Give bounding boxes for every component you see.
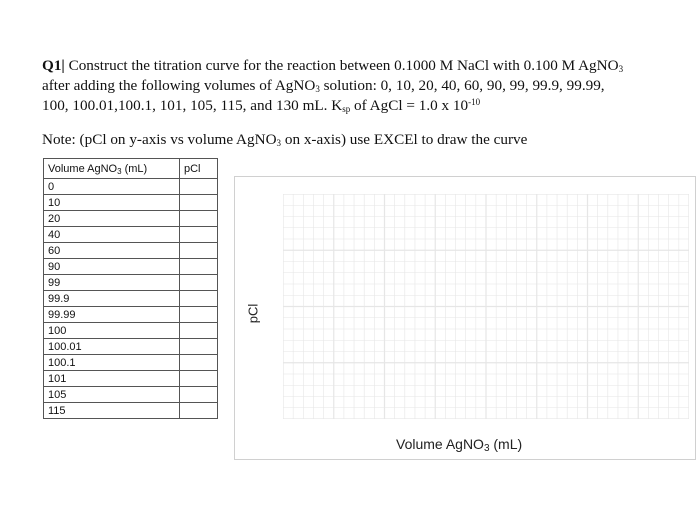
pcl-cell[interactable] <box>180 291 218 307</box>
volume-cell: 10 <box>44 195 180 211</box>
volume-cell: 90 <box>44 259 180 275</box>
volume-cell: 100.01 <box>44 339 180 355</box>
volume-cell: 99 <box>44 275 180 291</box>
pcl-cell[interactable] <box>180 387 218 403</box>
table-row <box>44 323 218 339</box>
question-line-2b: solution: 0, 10, 20, 40, 60, 90, 99, 99.9, 99.99, <box>319 77 605 94</box>
table-header-row <box>44 159 218 179</box>
question-line-1: Construct the titration curve for the reaction between 0.1000 M NaCl with 0.100 M AgNO <box>68 57 619 74</box>
table-row <box>44 259 218 275</box>
note-text: Note: (pCl on y-axis vs volume AgNO$_3$ on x-axis) use EXCEl to draw the curve <box>42 131 528 148</box>
pcl-cell[interactable] <box>180 243 218 259</box>
pcl-cell[interactable] <box>180 259 218 275</box>
volume-cell: 100.1 <box>44 355 180 371</box>
table-row <box>44 403 218 419</box>
pcl-cell[interactable] <box>180 211 218 227</box>
pcl-cell[interactable] <box>180 179 218 195</box>
question-line-3b: of AgCl = 1.0 x 10 <box>350 97 469 114</box>
question-label: Q1| <box>42 57 65 74</box>
table-row <box>44 291 218 307</box>
question-text: Q1| Construct the titration curve for the reaction between 0.1000 M NaCl with 0.100 M AgNO$_3$ after adding the following volumes of AgNO$_3$ solution: 0, 10, 20, 40, 60, 90, 99, 99.9, 99.99, 100, 100.01,100.1, 101, 105, 115, and 130 mL. $K_{sp}$ of AgCl = 1.0 x $10^{-10}$ <box>42 57 624 114</box>
pcl-cell[interactable] <box>180 403 218 419</box>
table-row <box>44 371 218 387</box>
data-table <box>43 158 218 419</box>
volume-cell: 105 <box>44 387 180 403</box>
graph-area <box>234 176 696 460</box>
y-axis-label: pCl <box>245 303 261 324</box>
table-row <box>44 275 218 291</box>
pcl-cell[interactable] <box>180 355 218 371</box>
table-row <box>44 179 218 195</box>
volume-cell: 100 <box>44 323 180 339</box>
table-row <box>44 211 218 227</box>
question-line-2a: after adding the following volumes of AgNO <box>42 77 316 94</box>
volume-cell: 101 <box>44 371 180 387</box>
volume-cell: 99.9 <box>44 291 180 307</box>
pcl-cell[interactable] <box>180 339 218 355</box>
x-axis-label: Volume AgNO$_3$ (mL) <box>396 436 523 454</box>
header-pcl: pCl <box>180 159 218 179</box>
volume-cell: 20 <box>44 211 180 227</box>
pcl-cell[interactable] <box>180 307 218 323</box>
pcl-cell[interactable] <box>180 371 218 387</box>
table-row <box>44 339 218 355</box>
volume-cell: 40 <box>44 227 180 243</box>
pcl-cell[interactable] <box>180 323 218 339</box>
volume-cell: 99.99 <box>44 307 180 323</box>
pcl-cell[interactable] <box>180 227 218 243</box>
graph-grid <box>283 194 689 419</box>
table-row <box>44 243 218 259</box>
table-row <box>44 195 218 211</box>
table-row <box>44 355 218 371</box>
table-row <box>44 387 218 403</box>
volume-cell: 0 <box>44 179 180 195</box>
pcl-cell[interactable] <box>180 195 218 211</box>
volume-cell: 60 <box>44 243 180 259</box>
table-row <box>44 307 218 323</box>
question-line-3a: 100, 100.01,100.1, 101, 105, 115, and 130 mL. K <box>42 97 343 114</box>
header-volume: Volume AgNO$_3$ (mL) <box>44 159 180 179</box>
pcl-cell[interactable] <box>180 275 218 291</box>
volume-cell: 115 <box>44 403 180 419</box>
table-row <box>44 227 218 243</box>
